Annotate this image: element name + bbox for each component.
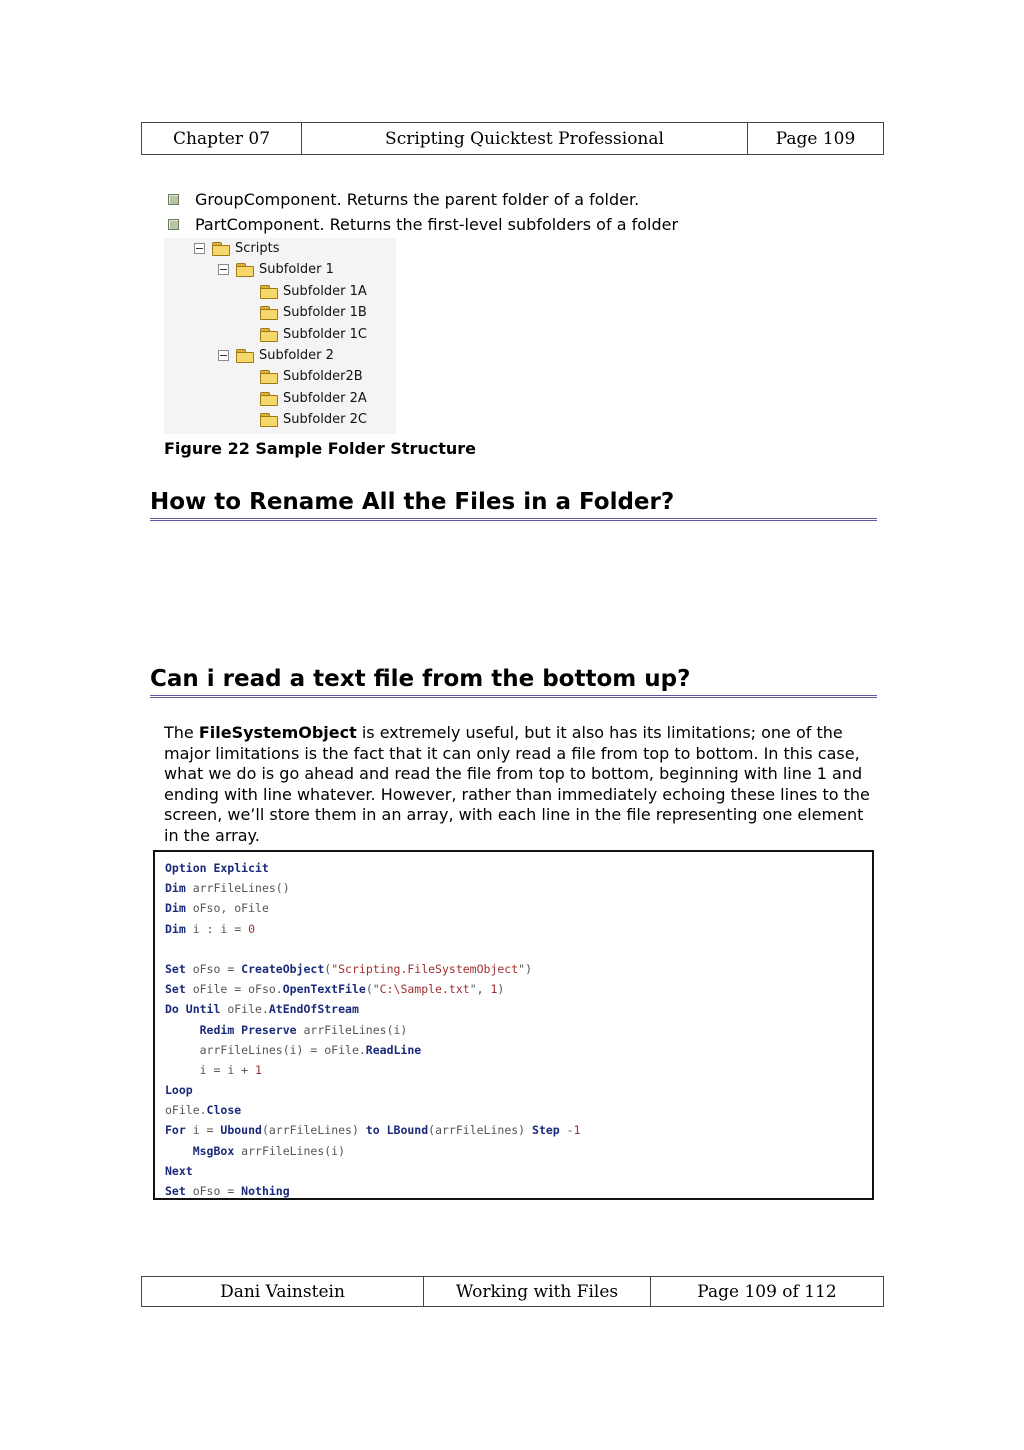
code-line (165, 939, 872, 959)
collapse-icon (218, 350, 229, 361)
tree-node: Subfolder 1B (260, 302, 367, 323)
folder-icon (260, 413, 278, 427)
folder-icon (212, 242, 230, 256)
code-line: Next (165, 1163, 193, 1178)
header-page: Page 109 (748, 123, 884, 155)
code-line: Loop (165, 1083, 193, 1098)
page-header (141, 122, 884, 155)
footer-section: Working with Files (424, 1277, 651, 1307)
code-line: Option Explicit (165, 861, 269, 875)
code-line: Do Until oFile.AtEndOfStream (165, 1002, 359, 1017)
collapse-icon (194, 243, 205, 254)
code-line: i = i + 1 (199, 1062, 262, 1077)
code-line: Redim Preserve arrFileLines(i) (199, 1022, 408, 1037)
folder-icon (260, 392, 278, 406)
square-bullet-icon (168, 219, 179, 230)
code-block (153, 850, 874, 1200)
folder-icon (236, 263, 254, 277)
tree-node: Subfolder 1C (260, 324, 367, 345)
tree-node: Subfolder2B (260, 366, 363, 387)
collapse-icon (218, 264, 229, 275)
heading-read-bottom-up: Can i read a text file from the bottom up? (150, 666, 877, 698)
code-line: Set oFile = oFso.OpenTextFile("C:\Sample.txt", 1) (165, 982, 505, 997)
folder-icon (260, 306, 278, 320)
list-item: PartComponent. Returns the first-level subfolders of a folder (168, 212, 678, 237)
code-line: Dim oFso, oFile (165, 901, 269, 916)
folder-icon (260, 328, 278, 342)
code-line: Set oFso = Nothing (165, 1184, 290, 1198)
tree-node-scripts: Scripts (194, 238, 279, 259)
tree-node-subfolder-2: Subfolder 2 (218, 345, 334, 366)
page-footer (141, 1276, 884, 1307)
bullet-list (168, 187, 678, 237)
code-line: oFile.Close (165, 1103, 242, 1118)
folder-icon (236, 349, 254, 363)
code-line: Dim i : i = 0 (165, 921, 256, 936)
code-line: Set oFso = CreateObject("Scripting.FileSystemObject") (165, 961, 532, 976)
header-chapter: Chapter 07 (142, 123, 302, 155)
square-bullet-icon (168, 194, 179, 205)
figure-caption: Figure 22 Sample Folder Structure (164, 439, 476, 458)
folder-icon (260, 285, 278, 299)
tree-node: Subfolder 2C (260, 409, 367, 430)
code-line: arrFileLines(i) = oFile.ReadLine (199, 1042, 422, 1057)
tree-node: Subfolder 2A (260, 388, 367, 409)
tree-node: Subfolder 1A (260, 281, 367, 302)
folder-tree-figure (164, 238, 396, 434)
heading-rename-files: How to Rename All the Files in a Folder? (150, 489, 877, 521)
code-line: MsgBox arrFileLines(i) (192, 1143, 346, 1158)
folder-icon (260, 370, 278, 384)
tree-node-subfolder-1: Subfolder 1 (218, 259, 334, 280)
code-line: Dim arrFileLines() (165, 881, 290, 896)
footer-page: Page 109 of 112 (651, 1277, 884, 1307)
list-item: GroupComponent. Returns the parent folder of a folder. (168, 187, 678, 212)
footer-author: Dani Vainstein (142, 1277, 424, 1307)
header-title: Scripting Quicktest Professional (302, 123, 748, 155)
body-paragraph: The FileSystemObject is extremely useful, but it also has its limitations; one of the major limitations is the fact that it can only read a file from top to bottom. In this case, what we do is go ahead and read the file from top to bottom, beginning with line 1 and ending with line whatever. However, rather than immediately echoing these lines to the screen, we’ll store them in an array, with each line in the file representing one element in the array. (164, 723, 870, 845)
code-line: For i = Ubound(arrFileLines) to LBound(arrFileLines) Step -1 (165, 1123, 581, 1138)
